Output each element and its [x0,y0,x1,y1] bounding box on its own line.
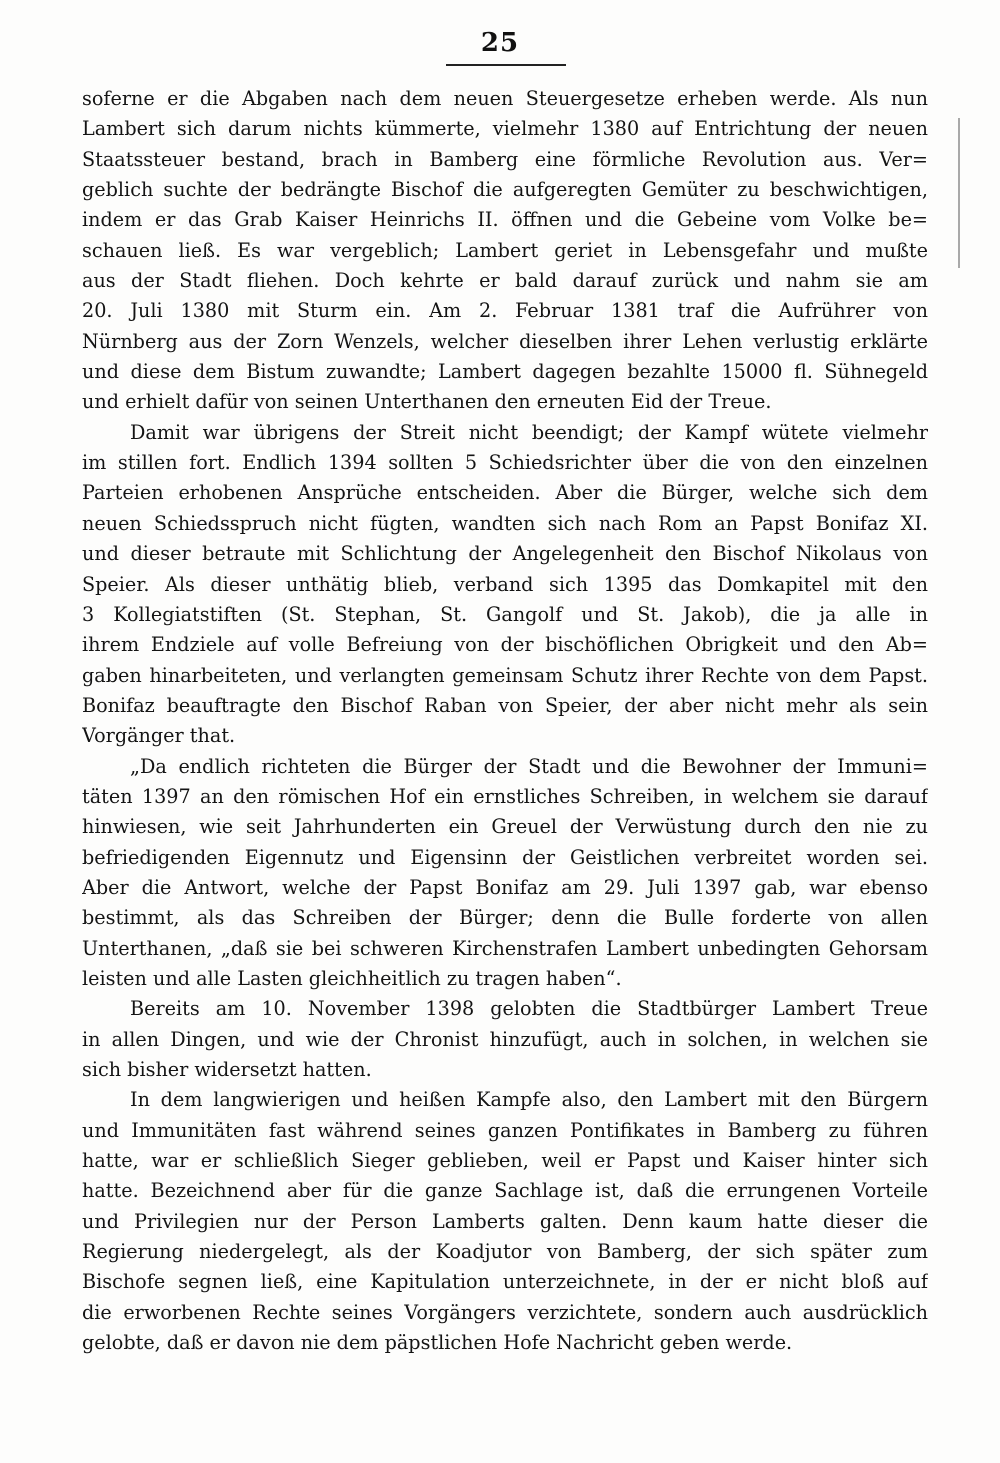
text-line: und dieser betraute mit Schlichtung der Angelegenheit den Bischof Nikolaus von [82,542,928,566]
text-line: die erworbenen Rechte seines Vorgängers verzichtete, sondern auch ausdrücklich [82,1300,928,1324]
text-line: ihrem Endziele auf volle Befreiung von der bischöflichen Obrigkeit und den Ab= [82,633,928,657]
paragraph [82,418,928,752]
margin-pencil-mark [958,118,960,268]
text-line: Bischofe segnen ließ, eine Kapitulation unterzeichnete, in der er nicht bloß auf [82,1270,928,1294]
paragraph [82,752,928,995]
paragraph [82,84,928,418]
text-line: Bonifaz beauftragte den Bischof Raban von Speier, der aber nicht mehr als sein [82,693,928,717]
text-line: Nürnberg aus der Zorn Wenzels, welcher dieselben ihrer Lehen verlustig erklärte [82,329,928,353]
text-line: hatte. Bezeichnend aber für die ganze Sachlage ist, daß die errungenen Vorteile [82,1179,928,1203]
text-line: geblich suchte der bedrängte Bischof die aufgeregten Gemüter zu beschwichtigen, [82,178,928,202]
text-line: Staatssteuer bestand, brach in Bamberg eine förmliche Revolution aus. Ver= [82,147,928,171]
text-line: hatte, war er schließlich Sieger geblieben, weil er Papst und Kaiser hinter sich [82,1149,928,1173]
text-line: Bereits am 10. November 1398 gelobten die Stadtbürger Lambert Treue [130,997,928,1021]
text-line: Parteien erhobenen Ansprüche entscheiden. Aber die Bürger, welche sich dem [82,481,928,505]
text-line: neuen Schiedsspruch nicht fügten, wandten sich nach Rom an Papst Bonifaz XI. [82,511,928,535]
text-line: Lambert sich darum nichts kümmerte, vielmehr 1380 auf Entrichtung der neuen [82,117,928,141]
text-line: In dem langwierigen und heißen Kampfe also, den Lambert mit den Bürgern [130,1088,928,1112]
page-text [82,84,928,1358]
text-line: leisten und alle Lasten gleichheitlich zu tragen haben“. [82,966,622,990]
text-line: sich bisher widersetzt hatten. [82,1058,372,1081]
text-line: Damit war übrigens der Streit nicht beendigt; der Kampf wütete vielmehr [130,420,928,444]
text-line: Unterthanen, „daß sie bei schweren Kirchenstrafen Lambert unbedingten Gehorsam [82,936,928,960]
text-line: und Privilegien nur der Person Lamberts galten. Denn kaum hatte dieser die [82,1209,928,1233]
paragraph [82,994,928,1085]
text-line: soferne er die Abgaben nach dem neuen Steuergesetze erheben werde. Als nun [82,87,928,110]
text-line: gaben hinarbeiteten, und verlangten gemeinsam Schutz ihrer Rechte von dem Papst. [82,663,928,687]
text-line: Vorgänger that. [82,724,236,748]
text-line: in allen Dingen, und wie der Chronist hinzufügt, auch in solchen, in welchen sie [82,1027,928,1051]
paragraph [82,1085,928,1358]
header-rule [446,64,566,66]
text-line: hinwiesen, wie seit Jahrhunderten ein Greuel der Verwüstung durch den nie zu [82,815,928,839]
text-line: schauen ließ. Es war vergeblich; Lambert geriet in Lebensgefahr und mußte [82,238,928,262]
text-line: aus der Stadt fliehen. Doch kehrte er bald darauf zurück und nahm sie am [82,269,928,293]
text-line: und Immunitäten fast während seines ganzen Pontifikates in Bamberg zu führen [82,1118,928,1142]
text-line: befriedigenden Eigennutz und Eigensinn der Geistlichen verbreitet worden sei. [82,845,928,869]
text-line: indem er das Grab Kaiser Heinrichs II. öffnen und die Gebeine vom Volke be= [82,208,928,232]
text-line: Aber die Antwort, welche der Papst Bonifaz am 29. Juli 1397 gab, war ebenso [82,875,928,899]
text-line: 20. Juli 1380 mit Sturm ein. Am 2. Februar 1381 traf die Aufrührer von [82,299,928,323]
text-line: bestimmt, als das Schreiben der Bürger; denn die Bulle forderte von allen [82,906,928,930]
page-number: 25 [480,28,520,58]
text-line: Regierung niedergelegt, als der Koadjutor von Bamberg, der sich später zum [82,1240,928,1264]
text-line: täten 1397 an den römischen Hof ein ernstliches Schreiben, in welchem sie darauf [82,784,928,808]
text-line: 3 Kollegiatstiften (St. Stephan, St. Gangolf und St. Jakob), die ja alle in [82,602,928,626]
text-line: „Da endlich richteten die Bürger der Stadt und die Bewohner der Immuni= [130,754,928,778]
text-line: Speier. Als dieser unthätig blieb, verband sich 1395 das Domkapitel mit den [82,572,928,596]
text-line: und diese dem Bistum zuwandte; Lambert dagegen bezahlte 15000 fl. Sühnegeld [82,360,928,384]
text-line: gelobte, daß er davon nie dem päpstlichen Hofe Nachricht geben werde. [82,1331,793,1355]
text-line: und erhielt dafür von seinen Unterthanen den erneuten Eid der Treue. [82,390,772,414]
text-line: im stillen fort. Endlich 1394 sollten 5 Schiedsrichter über die von den einzelnen [82,451,928,475]
